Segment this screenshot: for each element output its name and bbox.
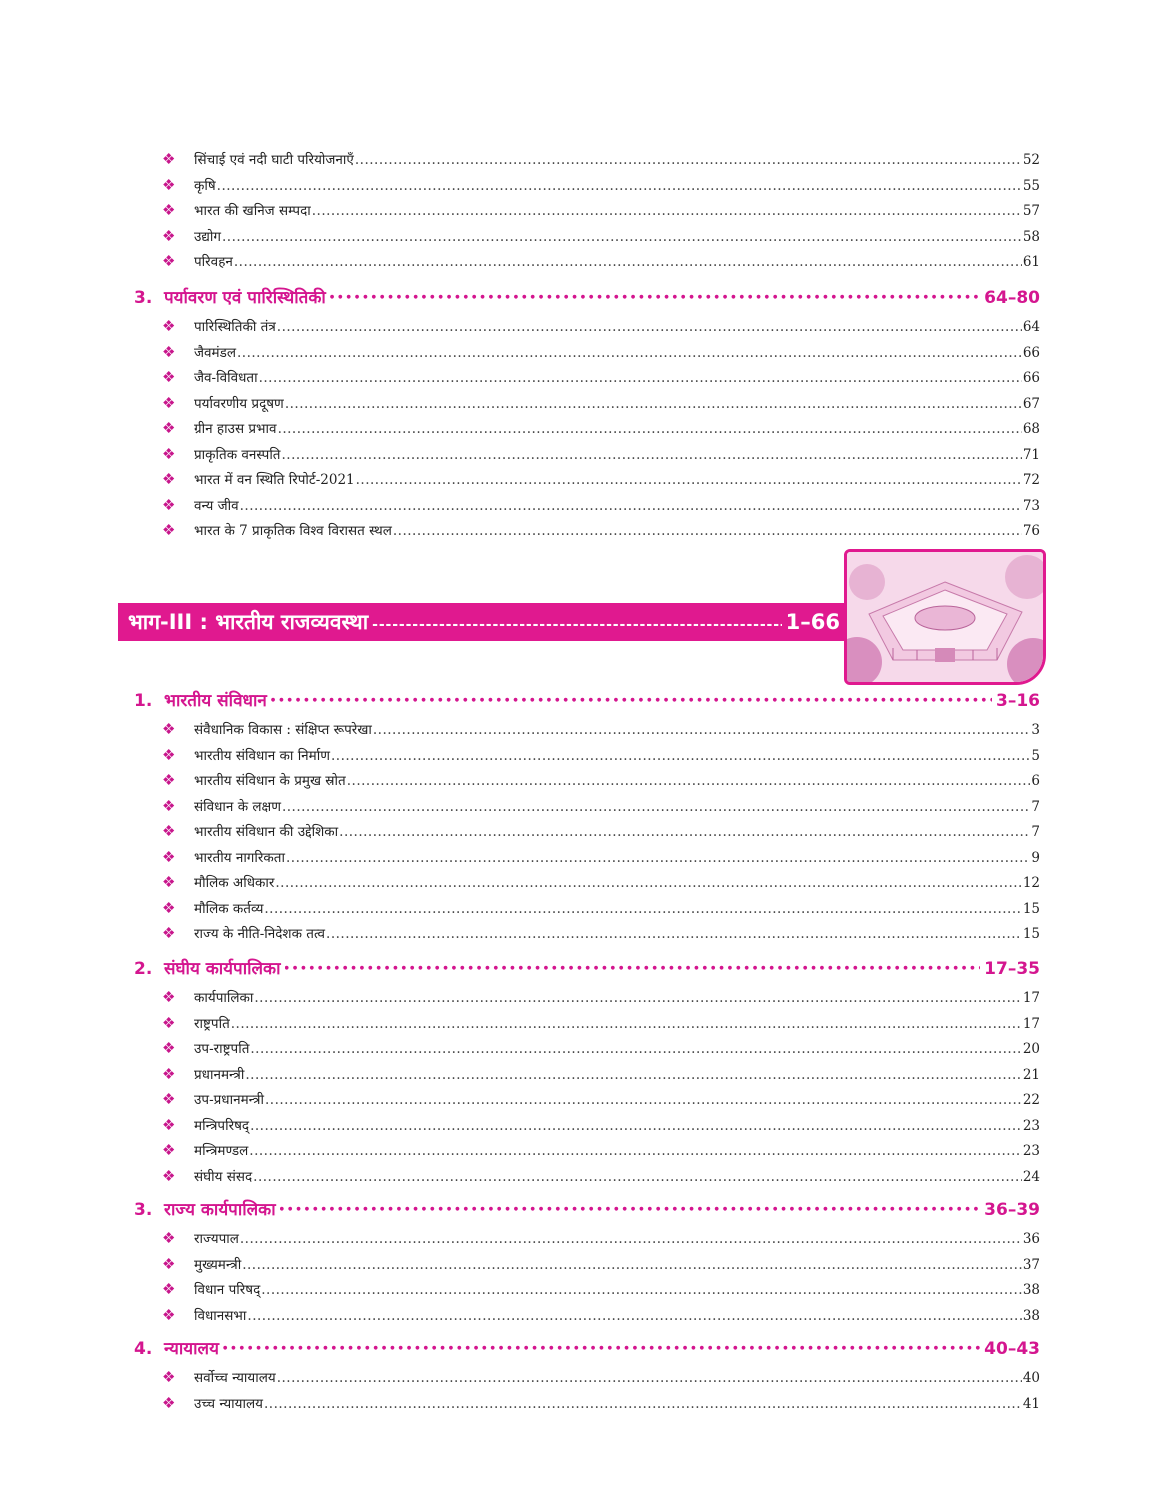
diamond-bullet-icon: ❖: [162, 393, 176, 412]
diamond-bullet-icon: ❖: [162, 1305, 176, 1324]
list-item[interactable]: ❖ संवैधानिक विकास : संक्षिप्त रूपरेखा ..... 3: [134, 717, 1040, 743]
top-items-list: [134, 147, 1040, 275]
diamond-bullet-icon: ❖: [162, 720, 176, 738]
diamond-bullet-icon: ❖: [162, 1090, 176, 1108]
diamond-bullet-icon: ❖: [162, 226, 176, 245]
list-item[interactable]: ❖ कृषि ..... 55: [134, 173, 1040, 199]
list-item[interactable]: ❖ राष्ट्रपति ..... 17: [134, 1011, 1040, 1037]
diamond-bullet-icon: ❖: [162, 1141, 176, 1159]
diamond-bullet-icon: ❖: [162, 988, 176, 1006]
diamond-bullet-icon: ❖: [162, 470, 176, 488]
diamond-bullet-icon: ❖: [162, 1064, 176, 1083]
diamond-bullet-icon: ❖: [162, 873, 176, 891]
list-item[interactable]: ❖ भारतीय संविधान के प्रमुख स्रोत ..... 6: [134, 768, 1040, 794]
parliament-building-icon: [847, 552, 1043, 682]
diamond-bullet-icon: ❖: [162, 1254, 176, 1273]
diamond-bullet-icon: ❖: [162, 1013, 176, 1032]
list-item[interactable]: ❖ ग्रीन हाउस प्रभाव ..... 68: [134, 416, 1040, 442]
list-item[interactable]: ❖ संविधान के लक्षण ..... 7: [134, 794, 1040, 820]
diamond-bullet-icon: ❖: [162, 771, 176, 789]
list-item[interactable]: ❖ उप-प्रधानमन्त्री ..... 22: [134, 1087, 1040, 1113]
section-heading[interactable]: 2. संघीय कार्यपालिका ●●●●●●●●●●●●●●●●●●●●●●●●●●●●●●●●●●●●●●●●●●●●●●●●●●●●●●●●●●●●●●●●●●●●●●●●●●●●●●●●●●●●●●●●●●●●●●●●●●●●●●●●●●●●●●●●●●●●●●●●●●●●●●●●●●●●●●●●●●●●●●●●●●● 17–35: [134, 952, 1040, 985]
list-item[interactable]: ❖ भारत की खनिज सम्पदा ..... 57: [134, 198, 1040, 224]
diamond-bullet-icon: ❖: [162, 924, 176, 942]
list-item[interactable]: ❖ प्राकृतिक वनस्पति ..... 71: [134, 442, 1040, 468]
list-item[interactable]: ❖ प्रधानमन्त्री ..... 21: [134, 1062, 1040, 1088]
list-item[interactable]: ❖ भारत के 7 प्राकृतिक विश्व विरासत स्थल ..... 76: [134, 518, 1040, 544]
diamond-bullet-icon: ❖: [162, 822, 176, 840]
diamond-bullet-icon: ❖: [162, 1039, 176, 1057]
list-item[interactable]: ❖ जैवमंडल ..... 66: [134, 340, 1040, 366]
diamond-bullet-icon: ❖: [162, 150, 176, 168]
list-item[interactable]: ❖ मौलिक अधिकार ..... 12: [134, 870, 1040, 896]
list-item[interactable]: ❖ संघीय संसद ..... 24: [134, 1164, 1040, 1190]
list-item[interactable]: ❖ मौलिक कर्तव्य ..... 15: [134, 896, 1040, 922]
list-item[interactable]: ❖ उद्योग ..... 58: [134, 224, 1040, 250]
diamond-bullet-icon: ❖: [162, 252, 176, 270]
list-item[interactable]: ❖ भारत में वन स्थिति रिपोर्ट-2021 ..... 72: [134, 467, 1040, 493]
diamond-bullet-icon: ❖: [162, 201, 176, 219]
section-heading[interactable]: 3. पर्यावरण एवं पारिस्थितिकी ●●●●●●●●●●●●●●●●●●●●●●●●●●●●●●●●●●●●●●●●●●●●●●●●●●●●●●●●●●●●●●●●●●●●●●●●●●●●●●●●●●●●●●●●●●●●●●●●●●●●●●●●●●●●●●●●●●●●●●●●●●●●●●●●●●●●●●●●●●●●●●●●●●● 64–80: [134, 281, 1040, 314]
diamond-bullet-icon: ❖: [162, 368, 176, 386]
parliament-building-image: [844, 549, 1046, 685]
list-item[interactable]: ❖ परिवहन ..... 61: [134, 249, 1040, 275]
section-heading[interactable]: 4. न्यायालय ●●●●●●●●●●●●●●●●●●●●●●●●●●●●●●●●●●●●●●●●●●●●●●●●●●●●●●●●●●●●●●●●●●●●●●●●●●●●●●●●●●●●●●●●●●●●●●●●●●●●●●●●●●●●●●●●●●●●●●●●●●●●●●●●●●●●●●●●●●●●●●●●●●● 40–43: [134, 1332, 1040, 1365]
list-item[interactable]: ❖ सर्वोच्च न्यायालय ..... 40: [134, 1365, 1040, 1391]
list-item[interactable]: ❖ राज्य के नीति-निदेशक तत्व ..... 15: [134, 921, 1040, 947]
part-banner[interactable]: भाग-III : भारतीय राजव्यवस्था - - - 1–66: [118, 603, 844, 641]
diamond-bullet-icon: ❖: [162, 495, 176, 514]
diamond-bullet-icon: ❖: [162, 898, 176, 917]
list-item[interactable]: ❖ वन्य जीव ..... 73: [134, 493, 1040, 519]
diamond-bullet-icon: ❖: [162, 1166, 176, 1185]
diamond-bullet-icon: ❖: [162, 342, 176, 361]
list-item[interactable]: ❖ पारिस्थितिकी तंत्र ..... 64: [134, 314, 1040, 340]
list-item[interactable]: ❖ मन्त्रिपरिषद् ..... 23: [134, 1113, 1040, 1139]
list-item[interactable]: ❖ उच्च न्यायालय ..... 41: [134, 1391, 1040, 1417]
diamond-bullet-icon: ❖: [162, 1280, 176, 1298]
section-constitution: [134, 684, 1040, 947]
list-item[interactable]: ❖ विधान परिषद् ..... 38: [134, 1277, 1040, 1303]
diamond-bullet-icon: ❖: [162, 1229, 176, 1247]
diamond-bullet-icon: ❖: [162, 1368, 176, 1386]
list-item[interactable]: ❖ भारतीय संविधान का निर्माण ..... 5: [134, 743, 1040, 769]
section-state-executive: [134, 1193, 1040, 1328]
section-heading[interactable]: 1. भारतीय संविधान ●●●●●●●●●●●●●●●●●●●●●●●●●●●●●●●●●●●●●●●●●●●●●●●●●●●●●●●●●●●●●●●●●●●●●●●●●●●●●●●●●●●●●●●●●●●●●●●●●●●●●●●●●●●●●●●●●●●●●●●●●●●●●●●●●●●●●●●●●●●●●●●●●●● 3–16: [134, 684, 1040, 717]
list-item[interactable]: ❖ कार्यपालिका ..... 17: [134, 985, 1040, 1011]
list-item[interactable]: ❖ जैव-विविधता ..... 66: [134, 365, 1040, 391]
diamond-bullet-icon: ❖: [162, 419, 176, 437]
diamond-bullet-icon: ❖: [162, 1393, 176, 1412]
section-environment: [134, 281, 1040, 544]
list-item[interactable]: ❖ भारतीय नागरिकता ..... 9: [134, 845, 1040, 871]
section-judiciary: [134, 1332, 1040, 1416]
list-item[interactable]: ❖ भारतीय संविधान की उद्देशिका ..... 7: [134, 819, 1040, 845]
diamond-bullet-icon: ❖: [162, 745, 176, 764]
diamond-bullet-icon: ❖: [162, 317, 176, 335]
diamond-bullet-icon: ❖: [162, 175, 176, 194]
diamond-bullet-icon: ❖: [162, 847, 176, 866]
list-item[interactable]: ❖ विधानसभा ..... 38: [134, 1303, 1040, 1329]
section-heading[interactable]: 3. राज्य कार्यपालिका ●●●●●●●●●●●●●●●●●●●●●●●●●●●●●●●●●●●●●●●●●●●●●●●●●●●●●●●●●●●●●●●●●●●●●●●●●●●●●●●●●●●●●●●●●●●●●●●●●●●●●●●●●●●●●●●●●●●●●●●●●●●●●●●●●●●●●●●●●●●●●●●●●●● 36–39: [134, 1193, 1040, 1226]
list-item[interactable]: ❖ उप-राष्ट्रपति ..... 20: [134, 1036, 1040, 1062]
list-item[interactable]: ❖ पर्यावरणीय प्रदूषण ..... 67: [134, 391, 1040, 417]
list-item[interactable]: ❖ मन्त्रिमण्डल ..... 23: [134, 1138, 1040, 1164]
list-item[interactable]: ❖ सिंचाई एवं नदी घाटी परियोजनाएँ ..... 52: [134, 147, 1040, 173]
list-item[interactable]: ❖ राज्यपाल ..... 36: [134, 1226, 1040, 1252]
diamond-bullet-icon: ❖: [162, 521, 176, 539]
section-union-executive: [134, 952, 1040, 1189]
diamond-bullet-icon: ❖: [162, 444, 176, 463]
diamond-bullet-icon: ❖: [162, 1115, 176, 1134]
list-item[interactable]: ❖ मुख्यमन्त्री ..... 37: [134, 1252, 1040, 1278]
diamond-bullet-icon: ❖: [162, 796, 176, 815]
